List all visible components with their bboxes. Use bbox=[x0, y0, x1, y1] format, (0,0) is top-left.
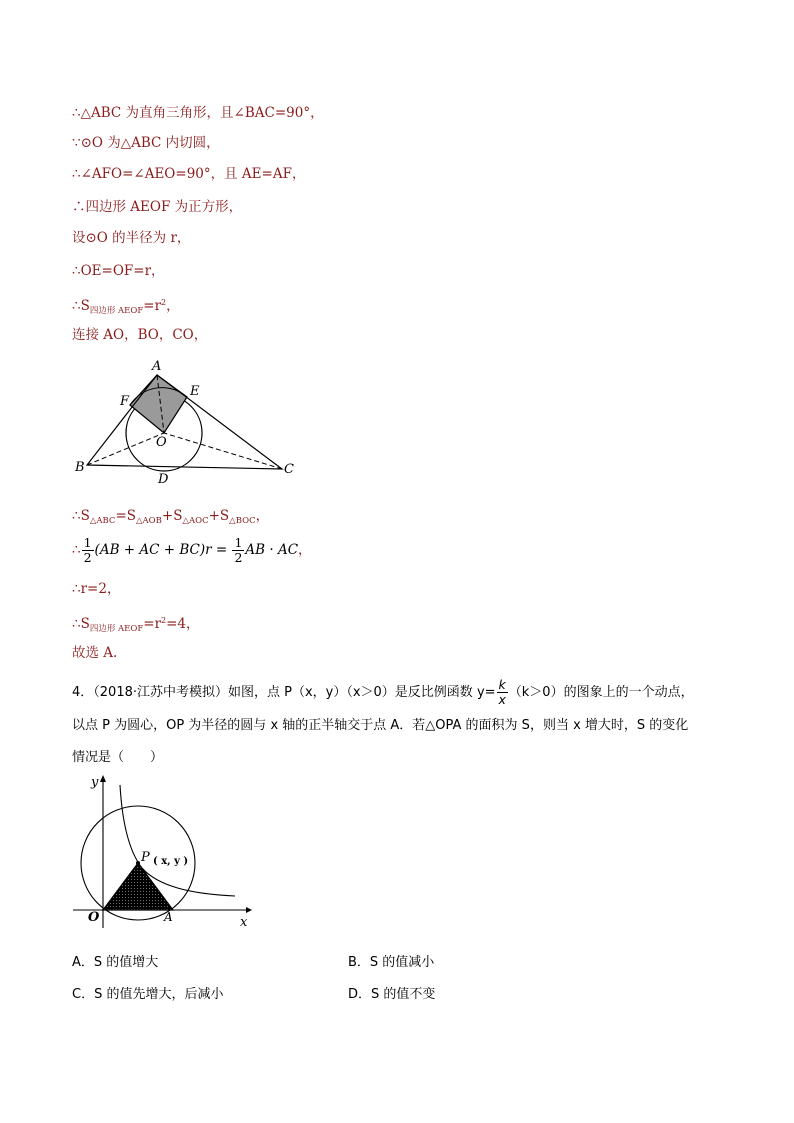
label-c: C bbox=[284, 462, 294, 477]
solution-line-4: ∴四边形 AEOF 为正方形， bbox=[72, 199, 243, 215]
solution-line-13: 故选 A. bbox=[72, 645, 118, 661]
choice-d[interactable]: D．S 的值不变 bbox=[348, 987, 436, 1002]
point-p bbox=[136, 861, 140, 865]
label-p: P bbox=[141, 850, 150, 865]
label-x: x bbox=[240, 915, 248, 930]
choice-c[interactable]: C．S 的值先增大，后减小 bbox=[72, 987, 224, 1002]
y-axis-arrow bbox=[100, 775, 106, 782]
label-d: D bbox=[158, 472, 169, 487]
solution-line-8: 连接 AO，BO，CO， bbox=[72, 327, 208, 343]
solution-line-6: ∴OE=OF=r， bbox=[72, 263, 165, 279]
solution-line-10: ∴ $\frac{1}{2}$ (AB + AC + BC)r = $\frac{1}{2}$ AB · AC， bbox=[72, 535, 312, 565]
label-f: F bbox=[120, 394, 130, 409]
label-p-coord: ( x, y ) bbox=[153, 856, 189, 867]
solution-line-3: ∴∠AFO=∠AEO=90°，且 AE=AF， bbox=[72, 166, 306, 182]
dashed-co bbox=[164, 433, 282, 469]
solution-line-5: 设⊙O 的半径为 r， bbox=[72, 230, 191, 246]
triangle-opa bbox=[103, 863, 173, 910]
choice-b[interactable]: B．S 的值减小 bbox=[348, 955, 435, 970]
solution-line-7: $\therefore S_{四边形 AEOF}=r^2$， bbox=[72, 298, 180, 316]
triangle-abc bbox=[87, 375, 282, 469]
label-a2: A bbox=[164, 910, 173, 924]
label-o2: O bbox=[88, 910, 100, 925]
solution-line-12: $\therefore S_{四边形 AEOF}=r^2=4$， bbox=[72, 616, 200, 634]
dashed-bo bbox=[87, 433, 164, 465]
question-line-1: 4．（2018·江苏中考模拟）如图，点 P（x，y）（x＞0）是反比例函数 y= $\frac{k}{x}$ （k＞0）的图象上的一个动点， bbox=[72, 677, 694, 707]
x-axis-arrow bbox=[246, 907, 252, 913]
label-o: O bbox=[156, 435, 167, 450]
question-line-2: 以点 P 为圆心，OP 为半径的圆与 x 轴的正半轴交于点 A．若△OPA 的面积为 S，则当 x 增大时，S 的变化 bbox=[72, 718, 689, 733]
solution-line-9: $\therefore S_{\triangle ABC}=S_{\triangle AOB}+S_{\triangle AOC}+S_{\triangle BOC}$， bbox=[72, 508, 270, 526]
label-e: E bbox=[190, 384, 200, 399]
question-line-3: 情况是（ ） bbox=[72, 750, 164, 765]
solution-line-1: ∴△ABC 为直角三角形，且∠BAC=90°， bbox=[72, 105, 324, 121]
hyperbola-figure bbox=[70, 770, 260, 930]
label-y: y bbox=[91, 775, 99, 790]
label-b: B bbox=[75, 460, 85, 475]
label-a: A bbox=[152, 359, 162, 374]
solution-line-2: ∵⊙O 为△ABC 内切圆， bbox=[72, 135, 220, 151]
incircle-figure bbox=[70, 355, 310, 490]
choice-a[interactable]: A．S 的值增大 bbox=[72, 955, 159, 970]
solution-line-11: ∴r=2， bbox=[72, 581, 121, 597]
